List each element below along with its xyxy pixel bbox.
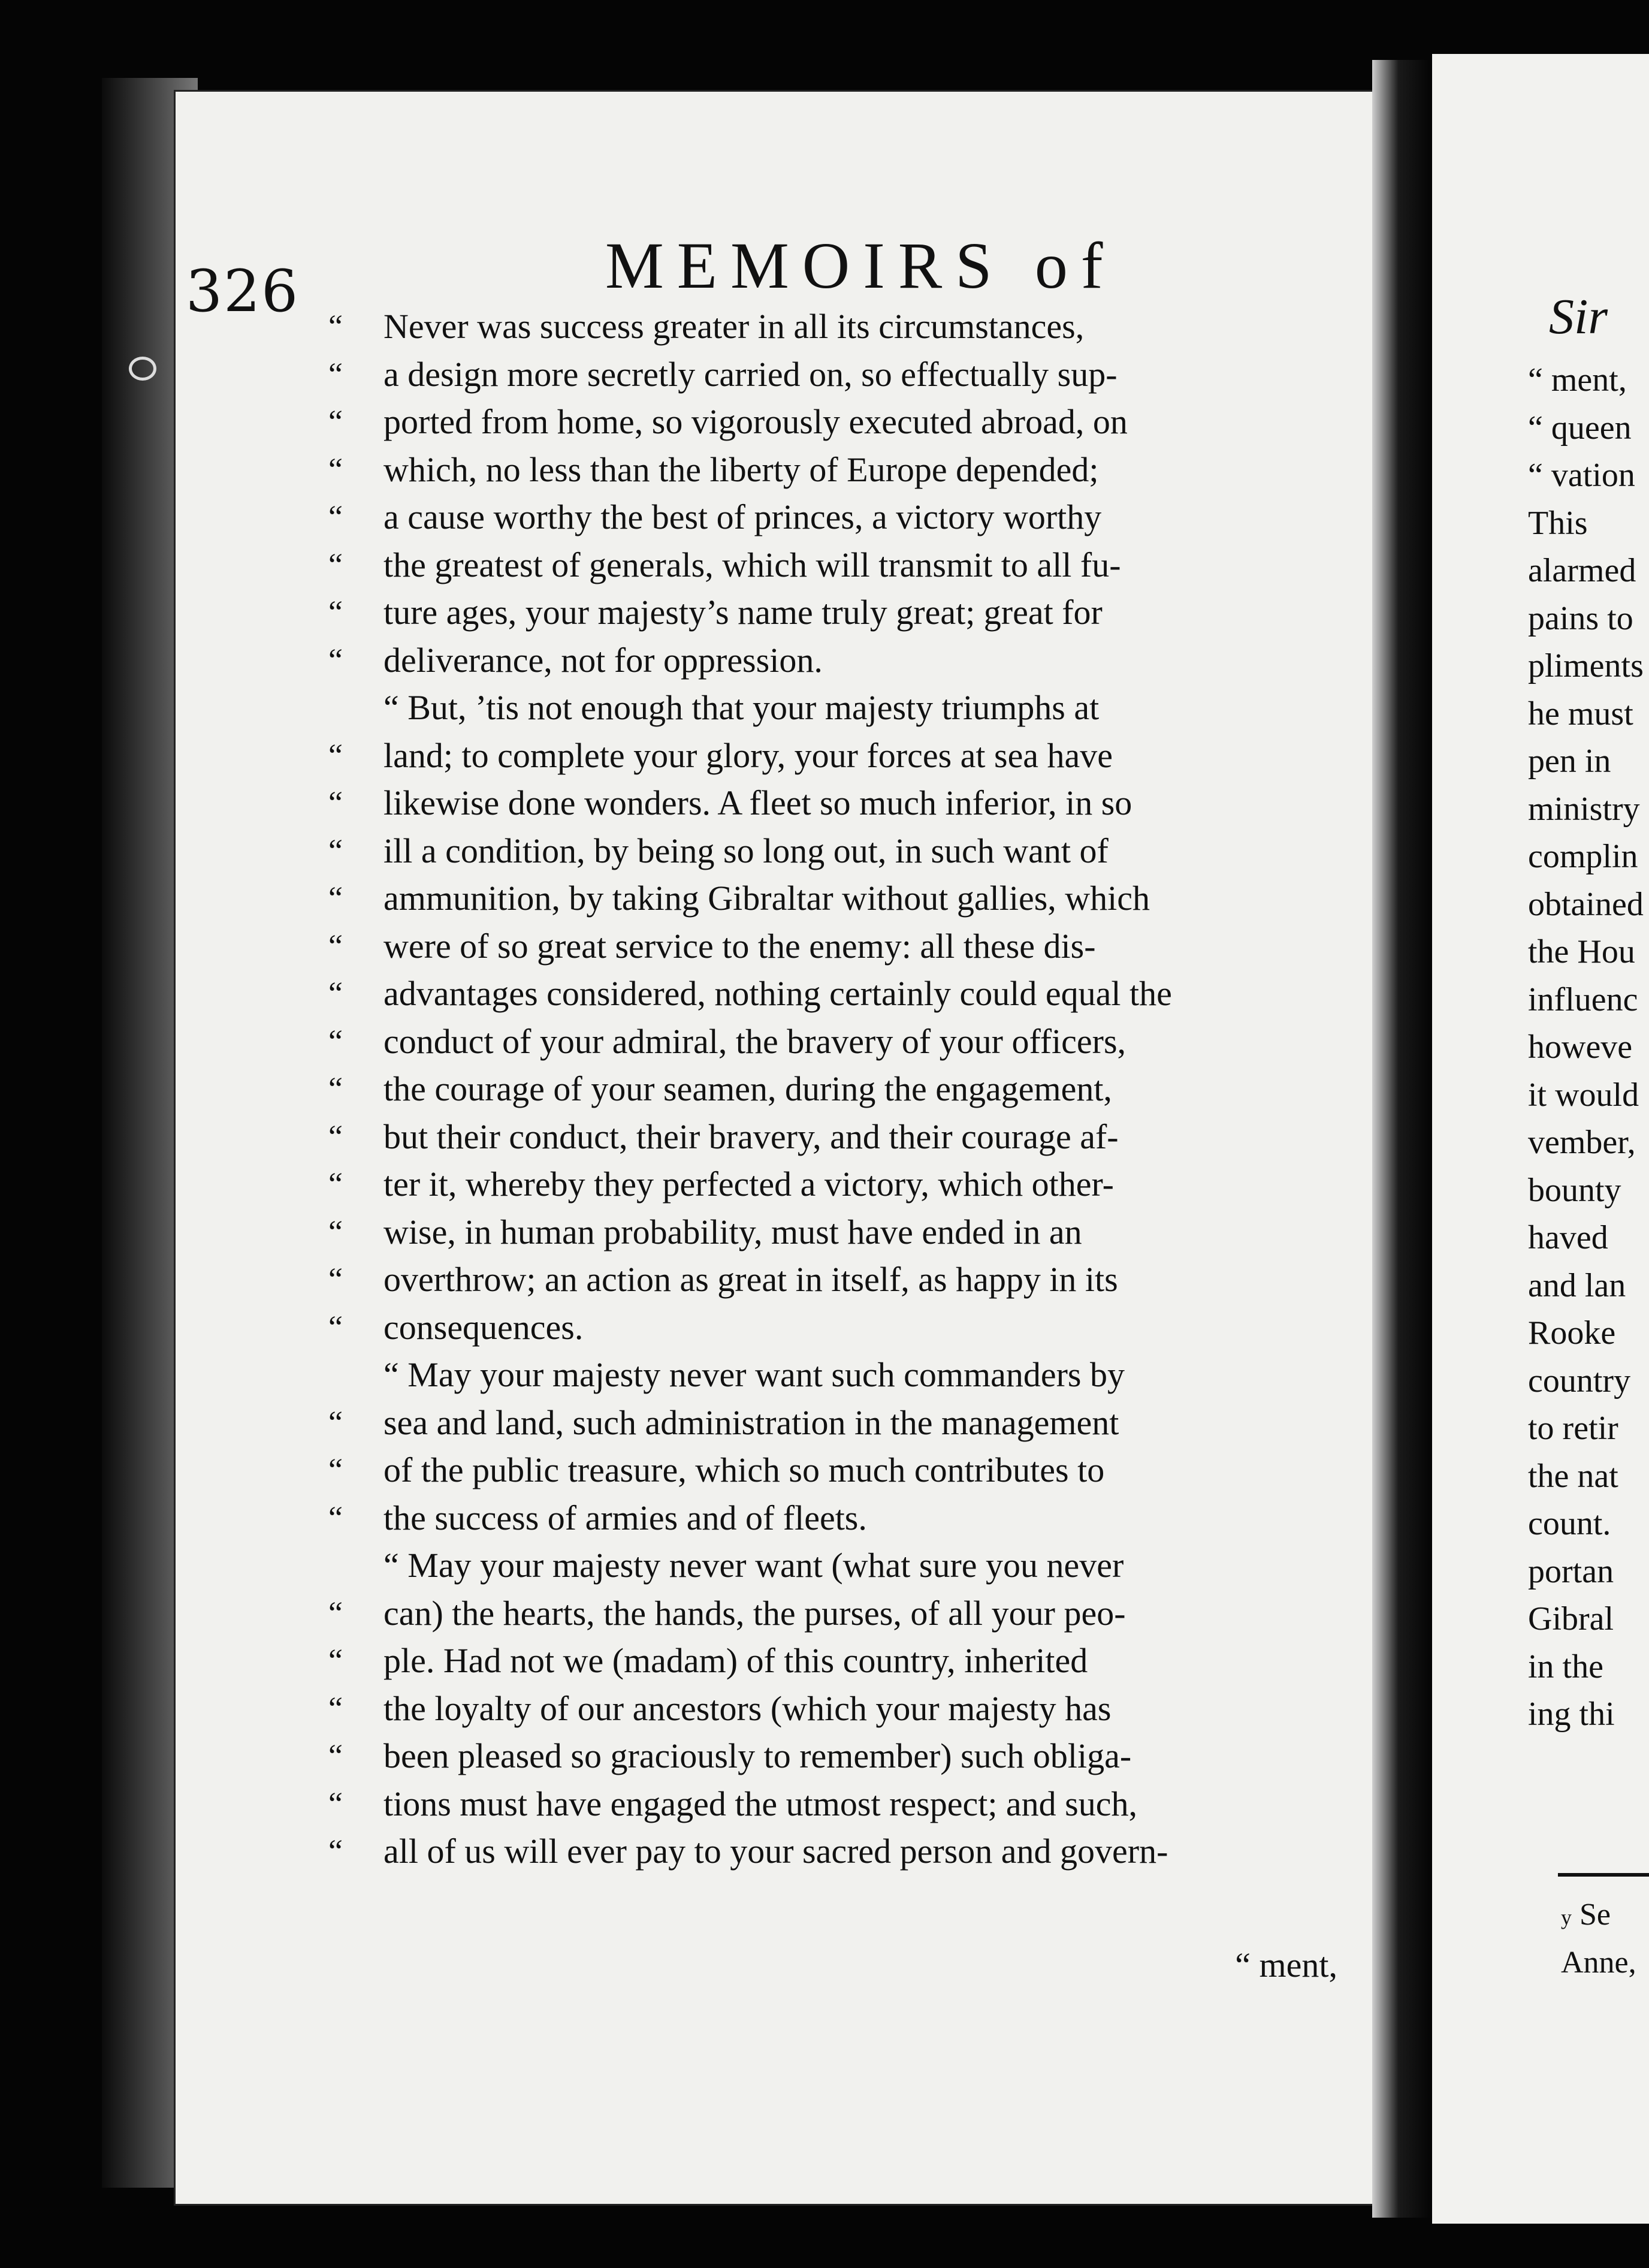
text-line bbox=[328, 1446, 1318, 1494]
text-line bbox=[328, 1256, 1318, 1304]
line-text: “ May your majesty never want such commanders by bbox=[383, 1355, 1125, 1394]
quotation-mark: “ bbox=[328, 832, 343, 868]
line-text: sea and land, such administration in the management bbox=[383, 1403, 1119, 1442]
right-page-line: ministry bbox=[1528, 790, 1640, 828]
text-line bbox=[328, 1590, 1318, 1637]
line-text: of the public treasure, which so much contributes to bbox=[383, 1450, 1105, 1489]
text-line bbox=[328, 351, 1318, 399]
text-line bbox=[328, 1494, 1318, 1542]
line-text: land; to complete your glory, your forces at sea have bbox=[383, 735, 1113, 775]
right-page-line: Gibral bbox=[1528, 1600, 1614, 1637]
quotation-mark: “ bbox=[328, 1023, 343, 1059]
line-text: the courage of your seamen, during the engagement, bbox=[383, 1069, 1112, 1108]
right-page-line: vember, bbox=[1528, 1124, 1636, 1161]
quotation-mark: “ bbox=[328, 1452, 343, 1488]
footnote-rule bbox=[1558, 1873, 1649, 1877]
text-line bbox=[328, 398, 1318, 446]
right-page-line: “ vation bbox=[1528, 457, 1635, 494]
text-line bbox=[383, 684, 1318, 732]
right-page-line: Rooke bbox=[1528, 1314, 1616, 1352]
line-text: ill a condition, by being so long out, in such want of bbox=[383, 831, 1109, 870]
text-line bbox=[328, 1637, 1318, 1685]
quotation-mark: “ bbox=[328, 1404, 343, 1440]
quotation-mark: “ bbox=[328, 641, 343, 678]
quotation-mark: “ bbox=[328, 1261, 343, 1297]
quotation-mark: “ bbox=[328, 1070, 343, 1106]
right-page-line: count. bbox=[1528, 1505, 1611, 1542]
footnote-marker: y bbox=[1561, 1905, 1572, 1929]
right-page-line: portan bbox=[1528, 1552, 1614, 1590]
text-line bbox=[328, 1113, 1318, 1161]
right-page-line: “ ment, bbox=[1528, 361, 1627, 399]
line-text: advantages considered, nothing certainly could equal the bbox=[383, 974, 1172, 1013]
line-text: conduct of your admiral, the bravery of your officers, bbox=[383, 1021, 1126, 1061]
text-line bbox=[328, 1827, 1318, 1875]
quotation-mark: “ bbox=[328, 1690, 343, 1726]
right-page bbox=[1432, 54, 1649, 2224]
text-line bbox=[328, 827, 1318, 875]
quotation-mark: “ bbox=[328, 1499, 343, 1536]
right-page-header: Sir bbox=[1549, 289, 1608, 345]
quotation-mark: “ bbox=[328, 546, 343, 583]
quotation-mark: “ bbox=[328, 927, 343, 964]
line-text: ple. Had not we (madam) of this country, inherited bbox=[383, 1641, 1088, 1680]
footnote-line-2: Anne, bbox=[1561, 1946, 1636, 1980]
text-line bbox=[328, 1399, 1318, 1447]
quotation-mark: “ bbox=[328, 1785, 343, 1821]
line-text: ture ages, your majesty’s name truly great; great for bbox=[383, 593, 1103, 632]
text-line bbox=[383, 1542, 1318, 1590]
text-line bbox=[328, 637, 1318, 684]
footnote-text-1: Se bbox=[1579, 1898, 1611, 1932]
right-page-line: haved bbox=[1528, 1219, 1608, 1256]
right-page-line: it would bbox=[1528, 1076, 1639, 1114]
line-text: been pleased so graciously to remember) such obliga- bbox=[383, 1736, 1132, 1775]
line-text: Never was success greater in all its circumstances, bbox=[383, 307, 1085, 346]
text-line bbox=[328, 970, 1318, 1018]
line-text: were of so great service to the enemy: all these dis- bbox=[383, 926, 1096, 966]
quotation-mark: “ bbox=[328, 451, 343, 487]
line-text: deliverance, not for oppression. bbox=[383, 640, 823, 680]
quotation-mark: “ bbox=[328, 403, 343, 439]
right-page-line: to retir bbox=[1528, 1410, 1618, 1447]
quotation-mark: “ bbox=[328, 308, 343, 344]
text-line bbox=[328, 1304, 1318, 1352]
quotation-mark: “ bbox=[328, 975, 343, 1011]
right-page-line: alarmed bbox=[1528, 552, 1636, 589]
line-text: all of us will ever pay to your sacred person and govern- bbox=[383, 1832, 1168, 1871]
right-page-line: obtained bbox=[1528, 885, 1644, 923]
line-text: but their conduct, their bravery, and their courage af- bbox=[383, 1117, 1119, 1156]
page-number: 326 bbox=[186, 258, 300, 325]
quotation-mark: “ bbox=[328, 355, 343, 392]
line-text: a design more secretly carried on, so effectually sup- bbox=[383, 354, 1118, 394]
line-text: can) the hearts, the hands, the purses, of all your peo- bbox=[383, 1593, 1126, 1633]
quotation-mark: “ bbox=[328, 880, 343, 916]
margin-mark bbox=[129, 357, 156, 381]
text-line bbox=[328, 1208, 1318, 1256]
quotation-mark: “ bbox=[328, 1594, 343, 1631]
right-page-line: the nat bbox=[1528, 1457, 1618, 1495]
text-line bbox=[328, 1780, 1318, 1828]
text-line bbox=[328, 1685, 1318, 1733]
quotation-mark: “ bbox=[328, 737, 343, 773]
right-page-line: in the bbox=[1528, 1648, 1603, 1685]
right-page-line: ing thi bbox=[1528, 1696, 1615, 1733]
line-text: tions must have engaged the utmost respect; and such, bbox=[383, 1784, 1137, 1823]
right-page-line: country bbox=[1528, 1362, 1631, 1400]
text-line bbox=[328, 874, 1318, 922]
line-text: wise, in human probability, must have ended in an bbox=[383, 1212, 1082, 1251]
footnote-line-1 bbox=[1561, 1897, 1611, 1932]
line-text: “ But, ’tis not enough that your majesty triumphs at bbox=[383, 688, 1100, 727]
text-line bbox=[328, 589, 1318, 637]
line-text: consequences. bbox=[383, 1307, 584, 1347]
running-title: MEMOIRS of bbox=[605, 229, 1116, 302]
line-text: ammunition, by taking Gibraltar without gallies, which bbox=[383, 879, 1150, 918]
text-line bbox=[328, 541, 1318, 589]
text-line bbox=[328, 732, 1318, 780]
line-text: which, no less than the liberty of Europe depended; bbox=[383, 450, 1099, 489]
quotation-mark: “ bbox=[328, 1738, 343, 1774]
quotation-mark: “ bbox=[328, 1118, 343, 1154]
quotation-mark: “ bbox=[328, 499, 343, 535]
right-page-line: pains to bbox=[1528, 599, 1633, 637]
right-page-line: This bbox=[1528, 504, 1588, 542]
quotation-mark: “ bbox=[328, 1308, 343, 1345]
line-text: a cause worthy the best of princes, a victory worthy bbox=[383, 497, 1102, 536]
quotation-mark: “ bbox=[328, 1642, 343, 1678]
line-text: the loyalty of our ancestors (which your majesty has bbox=[383, 1688, 1112, 1728]
quotation-mark: “ bbox=[328, 1166, 343, 1202]
right-page-line: he must bbox=[1528, 695, 1633, 732]
right-page-line: bounty bbox=[1528, 1171, 1621, 1209]
line-text: “ May your majesty never want (what sure you never bbox=[383, 1546, 1124, 1585]
quotation-mark: “ bbox=[328, 785, 343, 821]
right-page-line: pliments bbox=[1528, 647, 1644, 684]
text-line bbox=[328, 779, 1318, 827]
right-page-line: howeve bbox=[1528, 1029, 1633, 1066]
text-line bbox=[328, 303, 1318, 351]
body-text bbox=[328, 303, 1318, 1875]
quotation-mark: “ bbox=[328, 594, 343, 630]
right-page-line: the Hou bbox=[1528, 933, 1635, 970]
text-line bbox=[328, 922, 1318, 970]
right-page-line: influenc bbox=[1528, 981, 1638, 1018]
text-line bbox=[328, 1018, 1318, 1066]
line-text: overthrow; an action as great in itself, as happy in its bbox=[383, 1260, 1118, 1299]
text-line bbox=[328, 1732, 1318, 1780]
line-text: ported from home, so vigorously executed abroad, on bbox=[383, 402, 1128, 441]
right-page-line: complin bbox=[1528, 838, 1638, 875]
right-page-text bbox=[1528, 357, 1649, 1739]
quotation-mark: “ bbox=[328, 1833, 343, 1869]
right-page-line: and lan bbox=[1528, 1266, 1626, 1304]
line-text: ter it, whereby they perfected a victory, which other- bbox=[383, 1165, 1114, 1204]
line-text: the greatest of generals, which will transmit to all fu- bbox=[383, 545, 1121, 584]
text-line bbox=[383, 1351, 1318, 1399]
quotation-mark: “ bbox=[328, 1213, 343, 1250]
text-line bbox=[328, 493, 1318, 541]
book-gutter bbox=[1372, 60, 1438, 2218]
text-line bbox=[328, 446, 1318, 494]
text-line bbox=[328, 1065, 1318, 1113]
right-page-line: “ queen bbox=[1528, 409, 1632, 447]
catchword: “ ment, bbox=[1235, 1946, 1337, 1984]
text-line bbox=[328, 1160, 1318, 1208]
line-text: the success of armies and of fleets. bbox=[383, 1498, 867, 1537]
right-page-line: pen in bbox=[1528, 743, 1611, 780]
line-text: likewise done wonders. A fleet so much inferior, in so bbox=[383, 783, 1132, 822]
